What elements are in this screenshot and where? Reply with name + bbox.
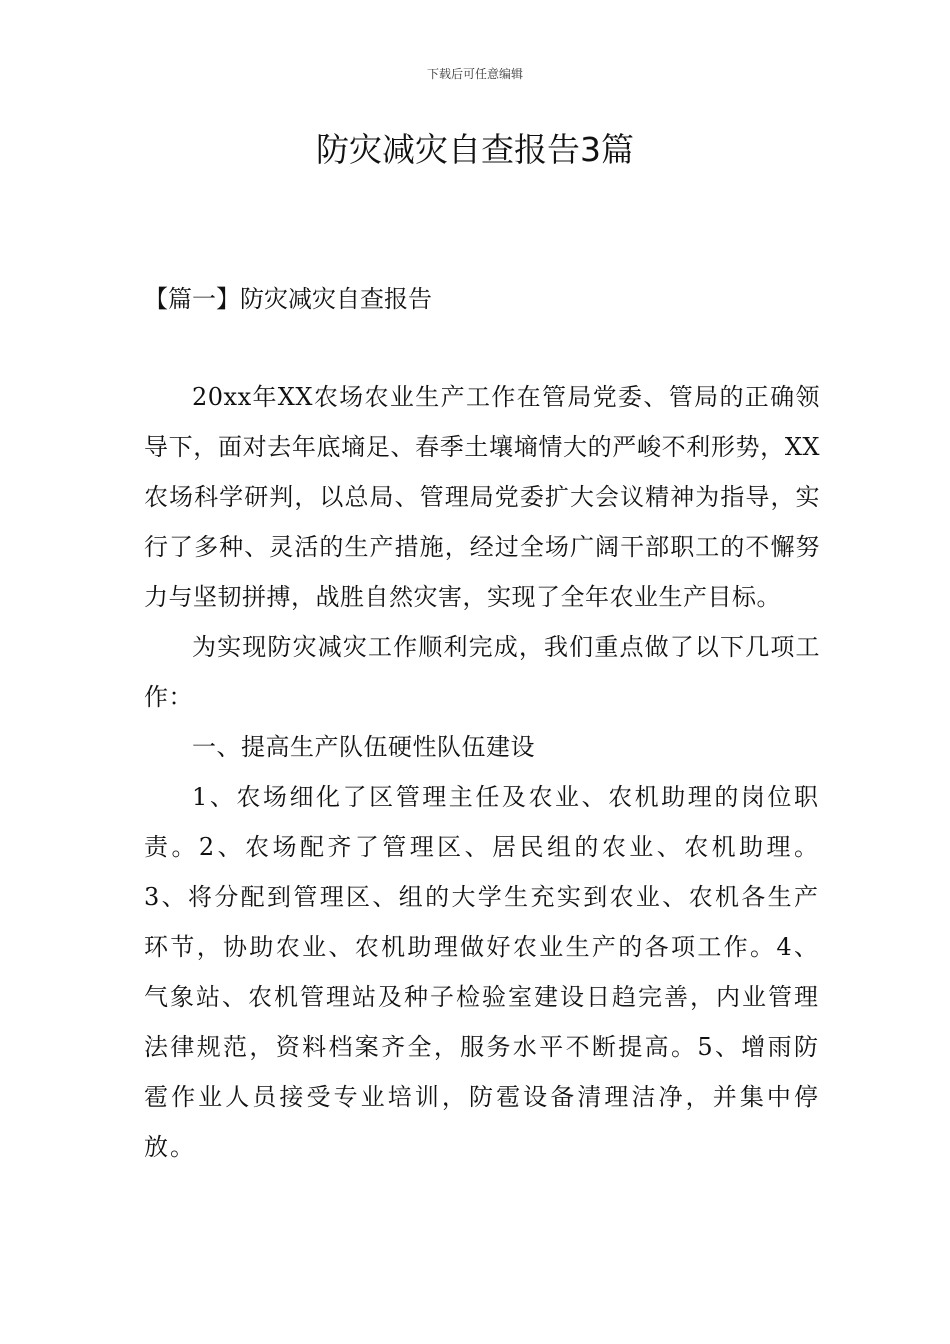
paragraph-work-items: 为实现防灾减灾工作顺利完成，我们重点做了以下几项工作： [144,633,820,711]
paragraph-measures: 1、农场细化了区管理主任及农业、农机助理的岗位职责。2、农场配齐了管理区、居民组的农业、农机助理。3、将分配到管理区、组的大学生充实到农业、农机各生产环节，协助农业、农机助理做好农业生产的各项工作。4、气象站、农机管理站及种子检验室建设日趋完善，内业管理法律规范，资料档案齐全，服务水平不断提高。5、增雨防雹作业人员接受专业培训，防雹设备清理洁净，并集中停放。 [144,783,820,1161]
document-title: 防灾减灾自查报告3篇 [316,130,634,169]
section-heading: 【篇一】防灾减灾自查报告 [144,285,432,313]
document-body [144,372,820,1172]
paragraph-subheading-1: 一、提高生产队伍硬性队伍建设 [192,733,535,761]
header-note: 下载后可任意编辑 [426,67,523,81]
paragraph-intro: 20xx年XX农场农业生产工作在管局党委、管局的正确领导下，面对去年底墒足、春季土壤墒情大的严峻不利形势，XX农场科学研判，以总局、管理局党委扩大会议精神为指导，实行了多种、灵活的生产措施，经过全场广阔干部职工的不懈努力与坚韧拼搏，战胜自然灾害，实现了全年农业生产目标。 [144,383,820,611]
